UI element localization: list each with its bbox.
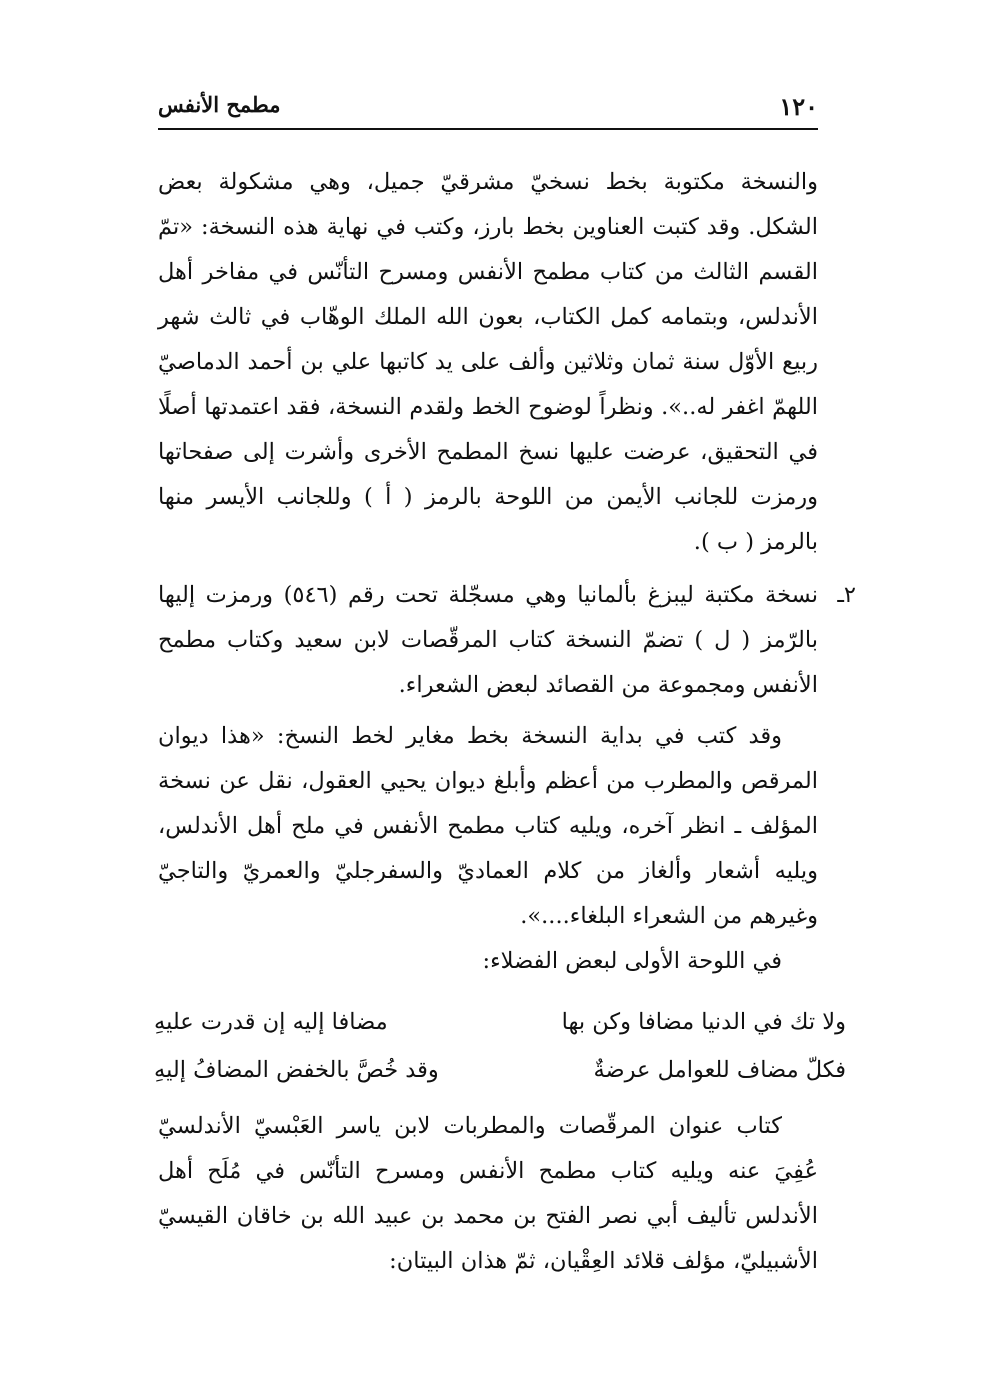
poem-verse [154,1046,846,1094]
hemistich-first: فكلّ مضاف للعوامل عرضةٌ [593,1057,846,1083]
poem [154,998,846,1094]
paragraph-leipzig-manuscript: نسخة مكتبة ليبزغ بألمانيا وهي مسجّلة تحت رقم (٥٤٦) ورمزت إليها بالرّمز ( ل ) تضمّ النسخة كتاب المرقّصات لابن سعيد وكتاب مطمح الأنفس ومجموعة من القصائد لبعض الشعراء. [158,582,818,698]
hemistich-first: ولا تك في الدنيا مضافا وكن بها [561,1009,846,1035]
poem-verse [154,998,846,1046]
paragraph-title-folio: كتاب عنوان المرقّصات والمطربات لابن ياسر العَبْسيّ الأندلسيّ عُفِيَ عنه ويليه كتاب مطمح الأنفس ومسرح التأنّس في مُلَح أهل الأندلس تأليف أبي نصر الفتح بن محمد بن عبيد الله بن خاقان القيسيّ الأشبيليّ، مؤلف قلائد العِقْيان، ثمّ هذان البيتان: [158,1113,818,1274]
page-header [158,92,818,130]
paragraph-first-folio: في اللوحة الأولى لبعض الفضلاء: [482,948,782,974]
paragraph-manuscript-description: والنسخة مكتوبة بخط نسخيّ مشرقيّ جميل، وهي مشكولة بعض الشكل. وقد كتبت العناوين بخط بارز، وكتب في نهاية هذه النسخة: «تمّ القسم الثالث من كتاب مطمح الأنفس ومسرح التأنّس في مفاخر أهل الأندلس، وبتمامه كمل الكتاب، بعون الله الملك الوهّاب في ثالث شهر ربيع الأوّل سنة ثمان وثلاثين وألف على يد كاتبها علي بن أحمد الدماصيّ اللهمّ اغفر له..». ونظراً لوضوح الخط ولقدم النسخة، فقد اعتمدتها أصلًا في التحقيق، عرضت عليها نسخ المطمح الأخرى وأشرت إلى صفحاتها ورمزت للجانب الأيمن من اللوحة بالرمز ( أ ) وللجانب الأيسر منها بالرمز ( ب ). [158,169,818,555]
running-title: مطمح الأنفس [158,92,281,117]
page-body [154,160,856,1284]
page-number: ١٢٠ [779,92,818,121]
list-item-number: ٢ـ [837,582,856,608]
hemistich-second: وقد خُصَّ بالخفض المضافُ إليهِ [154,1057,439,1083]
hemistich-second: مضافا إليه إن قدرت عليهِ [154,1009,388,1035]
paragraph-manuscript-opening: وقد كتب في بداية النسخة بخط مغاير لخط النسخ: «هذا ديوان المرقص والمطرب من أعظم وأبلغ ديوان يحيي العقول، نقل عن نسخة المؤلف ـ انظر آخره، ويليه كتاب مطمح الأنفس في ملح أهل الأندلس، ويليه أشعار وألغاز من كلام العماديّ والسفرجليّ والعمريّ والتاجيّ وغيرهم من الشعراء البلغاء....». [158,723,818,929]
list-item-leipzig-manuscript [158,573,856,708]
